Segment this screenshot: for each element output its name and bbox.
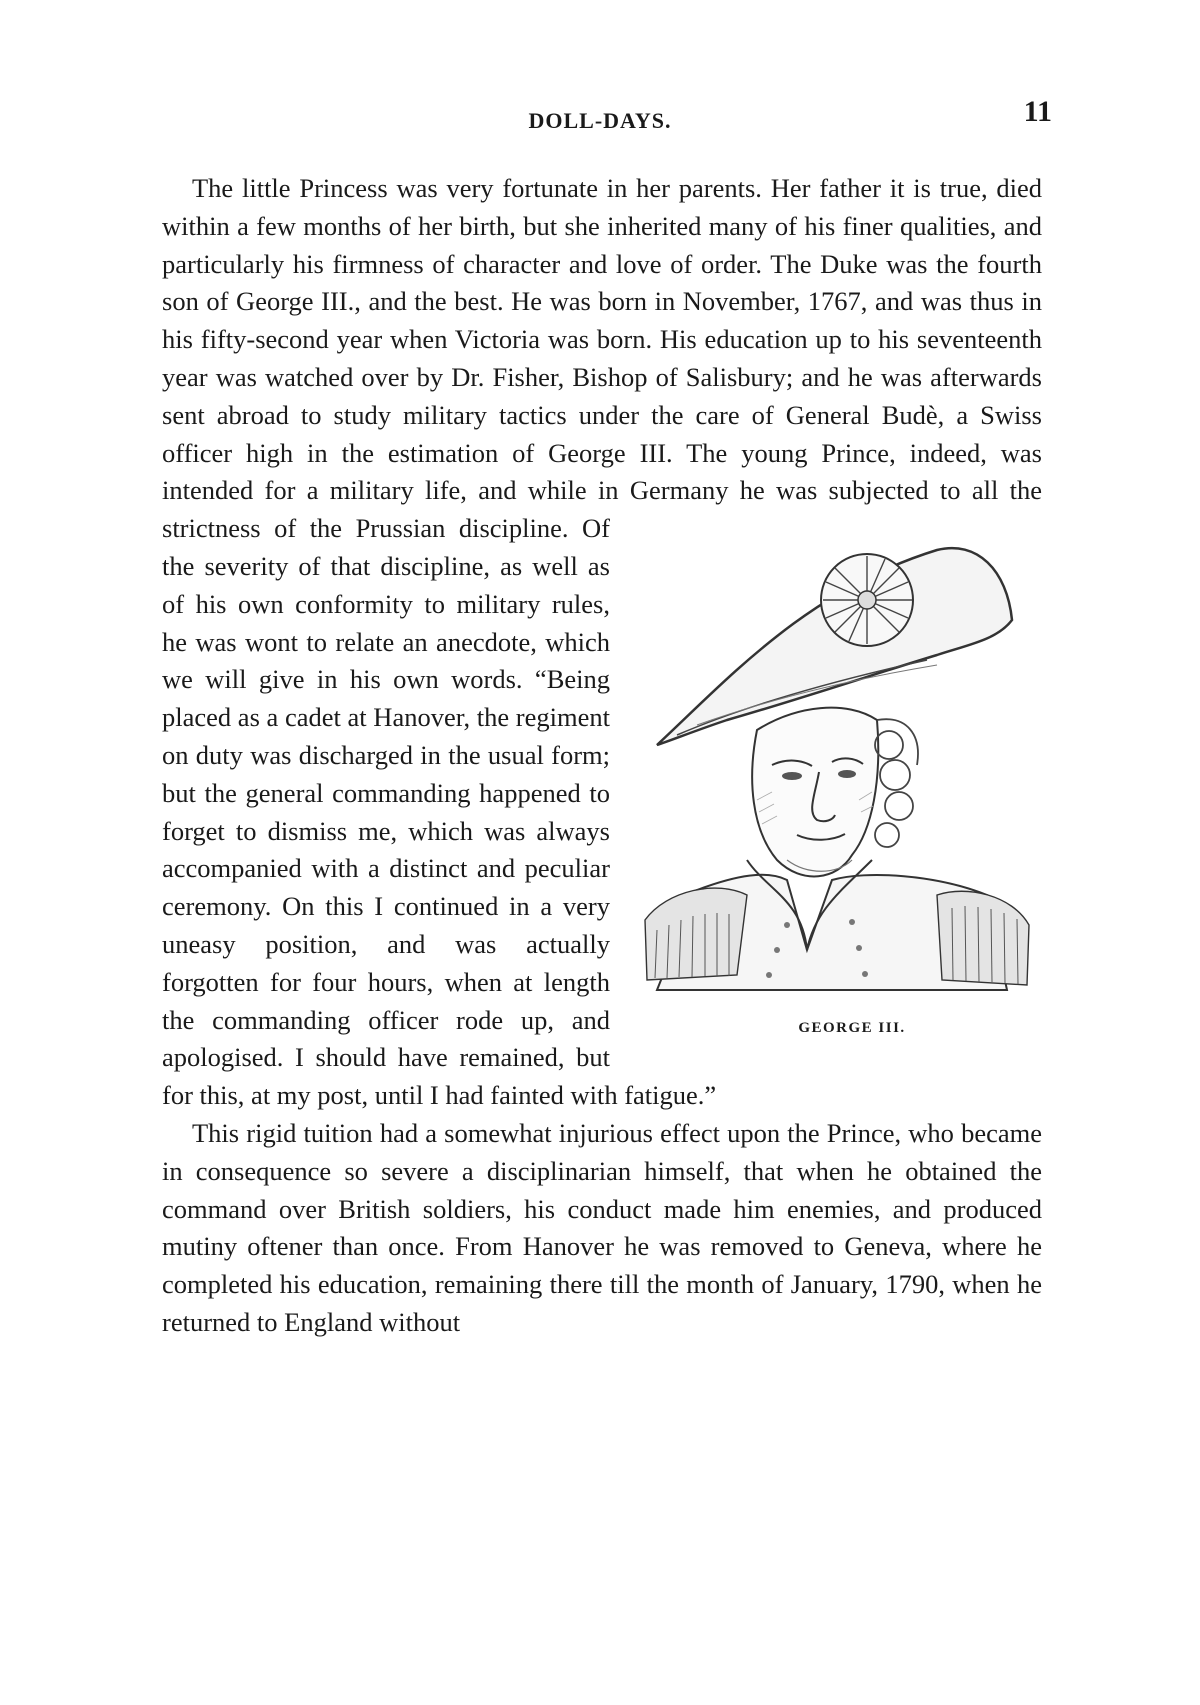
paragraph-1-lead: The little Princess was very fortunate in her parents. Her father it is true, died within a few months of her birth, but she inherited many of his finer qualities, and particularly his firmness of character and love of order. The Duke was the fourth son of George III., and the best. He was born in November, 1767, and was thus in his fifty-second year when Victoria was born. His education up to his seventeenth year was watched over by Dr. Fisher, Bishop of Salisbury; and he was afterwards sent abroad to study military tactics under the care of General Budè, a Swiss officer high in the estimation of George III. The young Prince, indeed, was intended for a military life, and while in Germany he was subjected to all the strictness of the Prussian [162, 173, 1042, 544]
paragraph-1 [162, 170, 1042, 1115]
figure-caption: GEORGE III. [798, 1020, 906, 1037]
paragraph-2: This rigid tuition had a somewhat injurious effect upon the Prince, who became in consequence so severe a disciplinarian himself, that when he obtained the command over British soldiers, his conduct made him enemies, and produced mutiny oftener than once. From Hanover he was removed to Geneva, where he completed his education, remaining there till the month of January, 1790, when he returned to England without [162, 1117, 1042, 1337]
body-text [162, 170, 1042, 1342]
paragraph-1-rest: discipline. Of the severity of that discipline, as well as of his own conformity to military rules, he was wont to relate an anecdote, which we will give in his own words. “Being placed as a cadet at Hanover, the regiment on duty was discharged in the usual form; but the general commanding happened to forget to dismiss me, which was always accompanied with a distinct and peculiar ceremony. On this I continued in a very uneasy position, and was actually forgotten for four hours, when at length the commanding officer rode up, and apologised. I should have remained, but for this, at my post, until I had fainted with fatigue.” [162, 513, 717, 1111]
running-head: DOLL-DAYS. [528, 108, 672, 133]
george-iii-portrait [637, 530, 1037, 1000]
portrait-figure [632, 530, 1042, 1050]
page-number: 11 [1023, 95, 1052, 128]
